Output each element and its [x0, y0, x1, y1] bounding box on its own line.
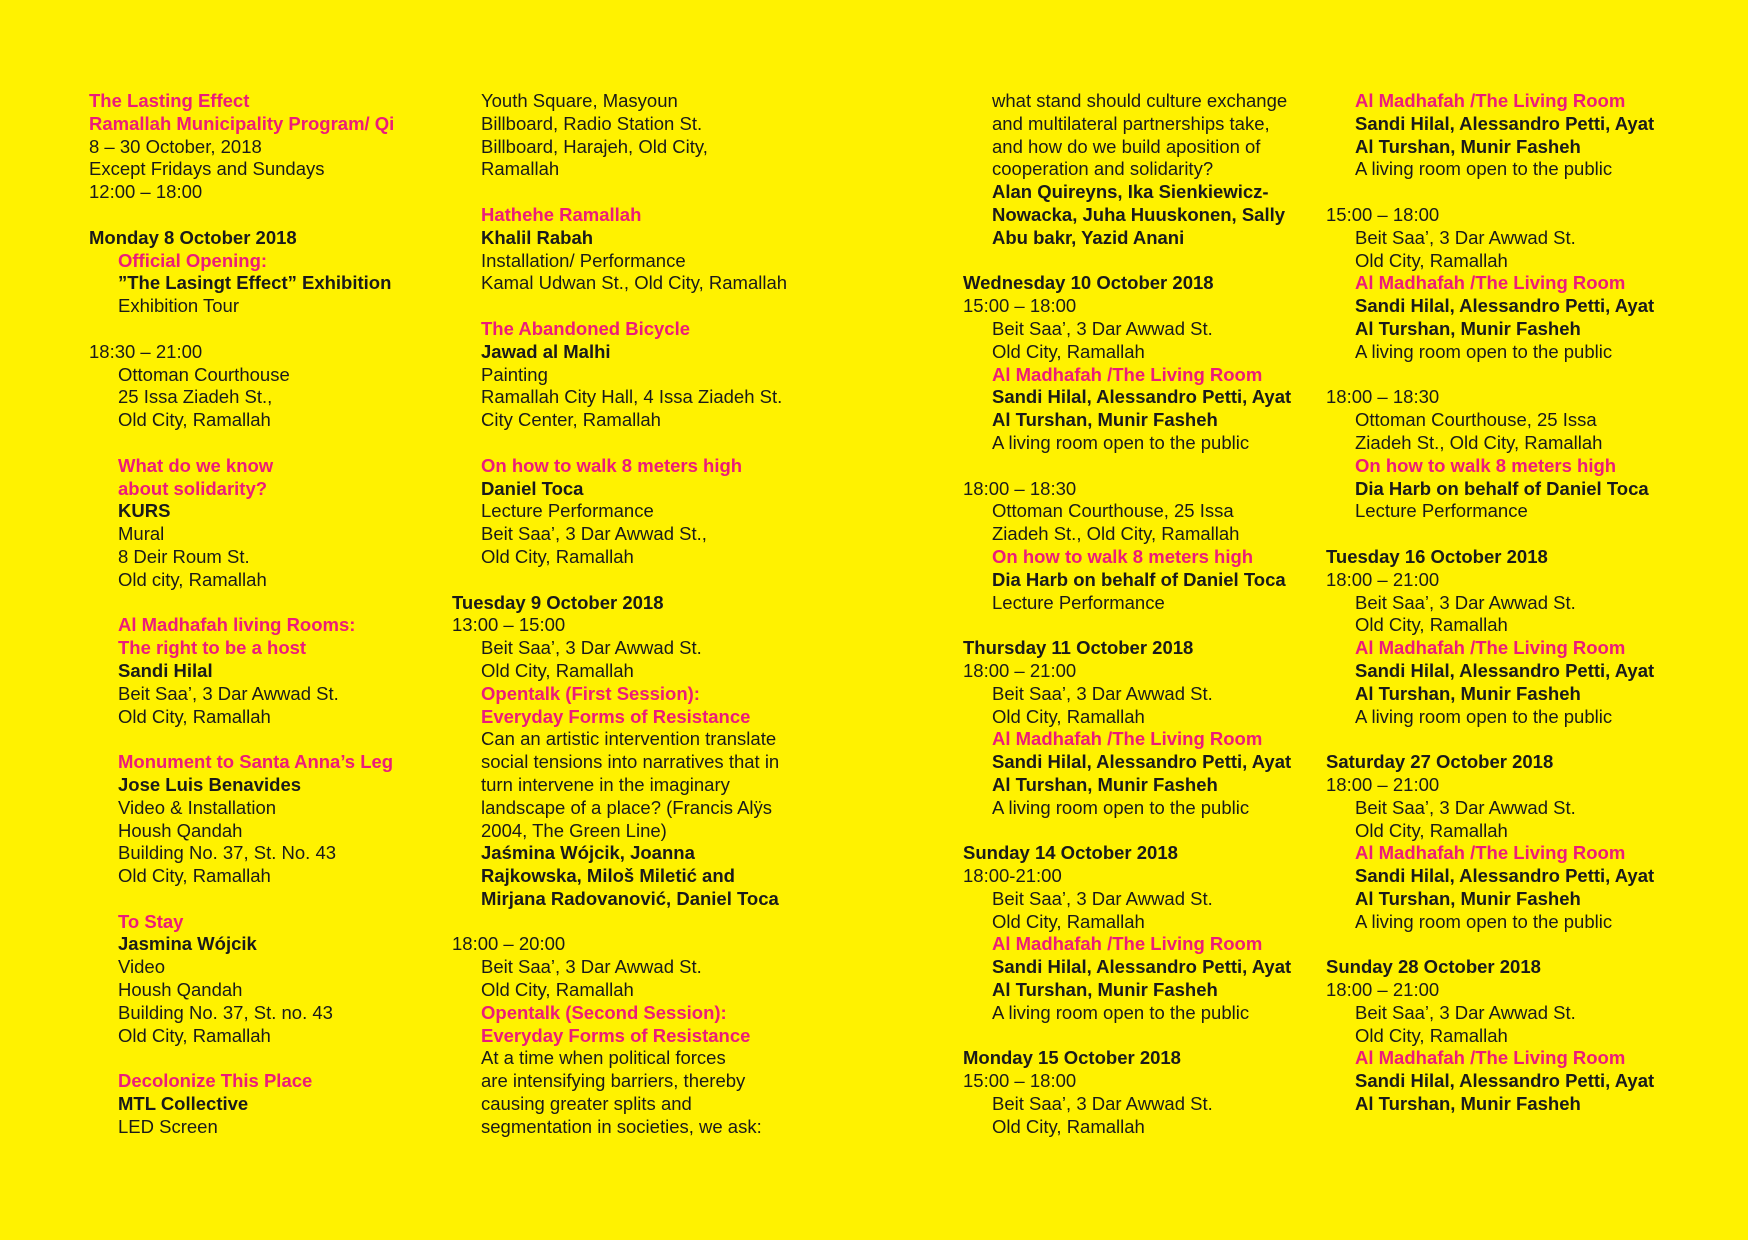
detail-line: Old City, Ramallah [992, 340, 1145, 362]
artist-name: Jawad al Malhi [481, 340, 611, 362]
detail-line: A living room open to the public [1355, 910, 1613, 932]
spacer [452, 432, 832, 455]
detail-line: Video & Installation [118, 796, 277, 818]
detail-line: Old City, Ramallah [118, 705, 271, 727]
event-title: Al Madhafah /The Living Room [1355, 637, 1626, 659]
artist-name: Alan Quireyns, Ika Sienkiewicz- [992, 181, 1269, 203]
program-column-1 [89, 90, 469, 1139]
spacer [452, 911, 832, 934]
event-title: Al Madhafah /The Living Room [1355, 272, 1626, 294]
detail-line: Old City, Ramallah [1355, 614, 1508, 636]
time-line: 18:00-21:00 [963, 865, 1062, 887]
detail-line: Old City, Ramallah [1355, 819, 1508, 841]
detail-line: 8 Deir Roum St. [118, 545, 250, 567]
artist-name: Rajkowska, Miloš Miletić and [481, 865, 735, 887]
artist-name: ”The Lasingt Effect” Exhibition [118, 272, 392, 294]
event-title: Everyday Forms of Resistance [481, 1024, 751, 1046]
detail-line: Old City, Ramallah [1355, 1024, 1508, 1046]
event-title: Al Madhafah /The Living Room [1355, 842, 1626, 864]
detail-line: Beit Saa’, 3 Dar Awwad St. [992, 682, 1213, 704]
event-title: On how to walk 8 meters high [992, 545, 1254, 567]
spacer [89, 728, 469, 751]
detail-line: Beit Saa’, 3 Dar Awwad St. [1355, 1001, 1576, 1023]
spacer [89, 888, 469, 911]
detail-line: Old City, Ramallah [118, 1024, 271, 1046]
event-title: The right to be a host [118, 637, 307, 659]
detail-line: Old City, Ramallah [992, 910, 1145, 932]
artist-name: Al Turshan, Munir Fasheh [1355, 887, 1581, 909]
event-title: Al Madhafah living Rooms: [118, 614, 356, 636]
artist-name: Khalil Rabah [481, 226, 594, 248]
time-line: 8 – 30 October, 2018 [89, 135, 262, 157]
detail-line: Beit Saa’, 3 Dar Awwad St. [1355, 796, 1576, 818]
spacer [89, 318, 469, 341]
detail-line: Mural [118, 523, 165, 545]
detail-line: are intensifying barriers, thereby [481, 1070, 746, 1092]
time-line: 15:00 – 18:00 [963, 1070, 1077, 1092]
detail-line: Ottoman Courthouse, 25 Issa [992, 500, 1234, 522]
detail-line: Old City, Ramallah [1355, 249, 1508, 271]
event-title: What do we know [118, 454, 274, 476]
artist-name: Mirjana Radovanović, Daniel Toca [481, 887, 779, 909]
detail-line: and how do we build aposition of [992, 135, 1261, 157]
artist-name: KURS [118, 500, 171, 522]
event-title: Opentalk (Second Session): [481, 1001, 727, 1023]
detail-line: Can an artistic intervention translate [481, 728, 777, 750]
event-title: Ramallah Municipality Program/ Qi [89, 112, 395, 134]
artist-name: Al Turshan, Munir Fasheh [1355, 682, 1581, 704]
spacer [452, 295, 832, 318]
artist-name: Al Turshan, Munir Fasheh [1355, 135, 1581, 157]
date-heading: Thursday 11 October 2018 [963, 637, 1194, 659]
event-title: The Abandoned Bicycle [481, 317, 691, 339]
spacer [1326, 728, 1706, 751]
time-line: 18:30 – 21:00 [89, 340, 203, 362]
artist-name: Sandi Hilal, Alessandro Petti, Ayat [1355, 659, 1655, 681]
spacer [963, 455, 1343, 478]
detail-line: Beit Saa’, 3 Dar Awwad St. [992, 317, 1213, 339]
artist-name: Nowacka, Juha Huuskonen, Sally [992, 203, 1286, 225]
detail-line: Housh Qandah [118, 979, 243, 1001]
detail-line: Ziadeh St., Old City, Ramallah [1355, 431, 1603, 453]
spacer [452, 569, 832, 592]
spacer [89, 432, 469, 455]
time-line: 18:00 – 21:00 [1326, 568, 1440, 590]
artist-name: Al Turshan, Munir Fasheh [1355, 1093, 1581, 1115]
event-title: On how to walk 8 meters high [481, 454, 743, 476]
artist-name: Al Turshan, Munir Fasheh [1355, 317, 1581, 339]
detail-line: Installation/ Performance [481, 249, 686, 271]
date-heading: Wednesday 10 October 2018 [963, 272, 1214, 294]
artist-name: Sandi Hilal, Alessandro Petti, Ayat [1355, 295, 1655, 317]
detail-line: Old City, Ramallah [481, 545, 634, 567]
detail-line: Kamal Udwan St., Old City, Ramallah [481, 272, 788, 294]
spacer [963, 820, 1343, 843]
detail-line: Old city, Ramallah [118, 568, 267, 590]
detail-line: Billboard, Radio Station St. [481, 112, 703, 134]
artist-name: Sandi Hilal, Alessandro Petti, Ayat [992, 956, 1292, 978]
artist-name: Sandi Hilal, Alessandro Petti, Ayat [1355, 112, 1655, 134]
detail-line: 25 Issa Ziadeh St., [118, 386, 273, 408]
detail-line: Ottoman Courthouse [118, 363, 290, 385]
detail-line: Beit Saa’, 3 Dar Awwad St. [481, 956, 702, 978]
artist-name: Al Turshan, Munir Fasheh [992, 979, 1218, 1001]
spacer [963, 614, 1343, 637]
time-line: 18:00 – 18:30 [1326, 386, 1440, 408]
detail-line: At a time when political forces [481, 1047, 726, 1069]
date-heading: Sunday 14 October 2018 [963, 842, 1178, 864]
event-title: Everyday Forms of Resistance [481, 705, 751, 727]
time-line: 12:00 – 18:00 [89, 181, 203, 203]
detail-line: Lecture Performance [1355, 500, 1528, 522]
time-line: 18:00 – 21:00 [963, 659, 1077, 681]
detail-line: Lecture Performance [992, 591, 1165, 613]
spacer [963, 1025, 1343, 1048]
date-heading: Tuesday 16 October 2018 [1326, 545, 1548, 567]
event-title: Hathehe Ramallah [481, 203, 642, 225]
spacer [1326, 523, 1706, 546]
artist-name: Al Turshan, Munir Fasheh [992, 409, 1218, 431]
artist-name: Sandi Hilal, Alessandro Petti, Ayat [1355, 1070, 1655, 1092]
detail-line: Lecture Performance [481, 500, 654, 522]
date-heading: Monday 15 October 2018 [963, 1047, 1181, 1069]
detail-line: Beit Saa’, 3 Dar Awwad St. [118, 682, 339, 704]
spacer [452, 181, 832, 204]
detail-line: Beit Saa’, 3 Dar Awwad St. [481, 637, 702, 659]
program-column-2 [452, 90, 832, 1139]
event-title: Opentalk (First Session): [481, 682, 700, 704]
time-line: 15:00 – 18:00 [1326, 203, 1440, 225]
artist-name: Sandi Hilal, Alessandro Petti, Ayat [992, 751, 1292, 773]
artist-name: Dia Harb on behalf of Daniel Toca [1355, 477, 1649, 499]
spacer [89, 1047, 469, 1070]
time-line: 18:00 – 20:00 [452, 933, 566, 955]
detail-line: social tensions into narratives that in [481, 751, 780, 773]
program-column-4 [1326, 90, 1706, 1116]
artist-name: MTL Collective [118, 1093, 249, 1115]
artist-name: Sandi Hilal [118, 659, 213, 681]
detail-line: 2004, The Green Line) [481, 819, 667, 841]
detail-line: LED Screen [118, 1115, 218, 1137]
detail-line: Ottoman Courthouse, 25 Issa [1355, 409, 1597, 431]
spacer [1326, 933, 1706, 956]
event-title: Al Madhafah /The Living Room [992, 933, 1263, 955]
program-column-3 [963, 90, 1343, 1139]
time-line: Except Fridays and Sundays [89, 158, 325, 180]
detail-line: Beit Saa’, 3 Dar Awwad St. [992, 1093, 1213, 1115]
detail-line: Beit Saa’, 3 Dar Awwad St. [1355, 591, 1576, 613]
artist-name: Abu bakr, Yazid Anani [992, 226, 1185, 248]
date-heading: Sunday 28 October 2018 [1326, 956, 1541, 978]
detail-line: Building No. 37, St. no. 43 [118, 1001, 333, 1023]
artist-name: Sandi Hilal, Alessandro Petti, Ayat [992, 386, 1292, 408]
event-title: about solidarity? [118, 477, 268, 499]
detail-line: Painting [481, 363, 548, 385]
spacer [1326, 181, 1706, 204]
detail-line: Exhibition Tour [118, 295, 240, 317]
date-heading: Monday 8 October 2018 [89, 226, 297, 248]
detail-line: A living room open to the public [992, 796, 1250, 818]
detail-line: A living room open to the public [992, 1001, 1250, 1023]
artist-name: Jasmina Wójcik [118, 933, 257, 955]
artist-name: Al Turshan, Munir Fasheh [992, 773, 1218, 795]
time-line: 18:00 – 18:30 [963, 477, 1077, 499]
spacer [1326, 364, 1706, 387]
detail-line: Old City, Ramallah [118, 865, 271, 887]
event-title: Official Opening: [118, 249, 268, 271]
event-title: To Stay [118, 910, 184, 932]
time-line: 18:00 – 21:00 [1326, 979, 1440, 1001]
date-heading: Saturday 27 October 2018 [1326, 751, 1554, 773]
detail-line: Beit Saa’, 3 Dar Awwad St. [992, 887, 1213, 909]
detail-line: Beit Saa’, 3 Dar Awwad St., [481, 523, 707, 545]
time-line: 15:00 – 18:00 [963, 295, 1077, 317]
event-title: On how to walk 8 meters high [1355, 454, 1617, 476]
artist-name: Daniel Toca [481, 477, 584, 499]
detail-line: cooperation and solidarity? [992, 158, 1214, 180]
detail-line: A living room open to the public [992, 431, 1250, 453]
artist-name: Dia Harb on behalf of Daniel Toca [992, 568, 1286, 590]
spacer [89, 204, 469, 227]
detail-line: what stand should culture exchange [992, 90, 1288, 111]
detail-line: turn intervene in the imaginary [481, 773, 730, 795]
event-title: Decolonize This Place [118, 1070, 313, 1092]
artist-name: Jaśmina Wójcik, Joanna [481, 842, 695, 864]
event-title: The Lasting Effect [89, 90, 250, 111]
detail-line: Old City, Ramallah [481, 659, 634, 681]
detail-line: Ramallah [481, 158, 560, 180]
detail-line: Video [118, 956, 165, 978]
detail-line: Billboard, Harajeh, Old City, [481, 135, 708, 157]
detail-line: Old City, Ramallah [481, 979, 634, 1001]
detail-line: landscape of a place? (Francis Alÿs [481, 796, 773, 818]
spacer [963, 250, 1343, 273]
detail-line: Ramallah City Hall, 4 Issa Ziadeh St. [481, 386, 783, 408]
artist-name: Jose Luis Benavides [118, 773, 302, 795]
detail-line: causing greater splits and [481, 1093, 692, 1115]
detail-line: A living room open to the public [1355, 705, 1613, 727]
detail-line: A living room open to the public [1355, 340, 1613, 362]
detail-line: Housh Qandah [118, 819, 243, 841]
date-heading: Tuesday 9 October 2018 [452, 591, 664, 613]
detail-line: City Center, Ramallah [481, 409, 661, 431]
detail-line: Old City, Ramallah [992, 705, 1145, 727]
event-title: Al Madhafah /The Living Room [1355, 90, 1626, 111]
time-line: 18:00 – 21:00 [1326, 773, 1440, 795]
detail-line: Ziadeh St., Old City, Ramallah [992, 523, 1240, 545]
detail-line: Old City, Ramallah [992, 1115, 1145, 1137]
time-line: 13:00 – 15:00 [452, 614, 566, 636]
detail-line: A living room open to the public [1355, 158, 1613, 180]
detail-line: Beit Saa’, 3 Dar Awwad St. [1355, 226, 1576, 248]
event-title: Monument to Santa Anna’s Leg [118, 751, 394, 773]
spacer [89, 592, 469, 615]
detail-line: and multilateral partnerships take, [992, 112, 1270, 134]
event-title: Al Madhafah /The Living Room [992, 728, 1263, 750]
event-title: Al Madhafah /The Living Room [1355, 1047, 1626, 1069]
detail-line: Youth Square, Masyoun [481, 90, 678, 111]
artist-name: Sandi Hilal, Alessandro Petti, Ayat [1355, 865, 1655, 887]
event-title: Al Madhafah /The Living Room [992, 363, 1263, 385]
detail-line: Old City, Ramallah [118, 409, 271, 431]
detail-line: segmentation in societies, we ask: [481, 1115, 762, 1137]
detail-line: Building No. 37, St. No. 43 [118, 842, 337, 864]
